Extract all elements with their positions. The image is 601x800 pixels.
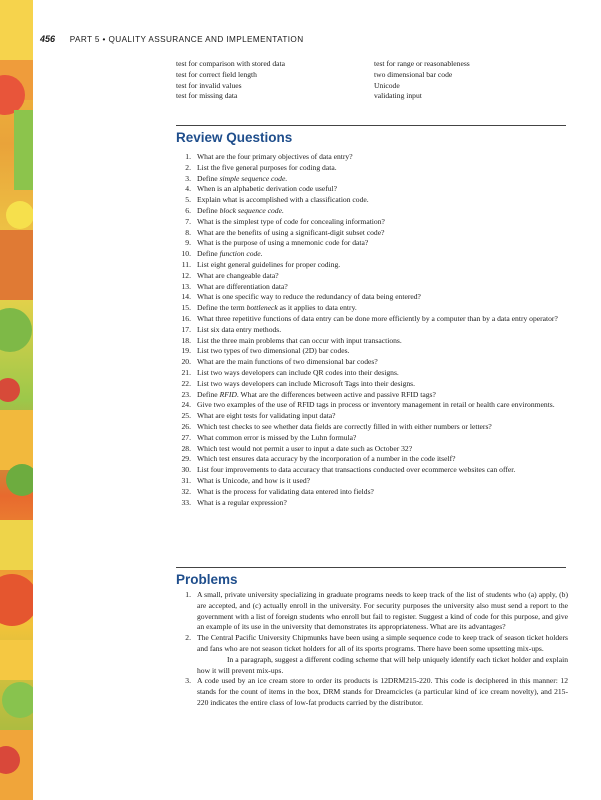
review-question — [176, 368, 566, 379]
question-text: What is the purpose of using a mnemonic code for data? — [197, 238, 369, 248]
key-term: test for correct field length — [176, 69, 257, 79]
question-number: 18. — [181, 335, 191, 345]
question-number: 12. — [181, 270, 191, 280]
question-number: 14. — [181, 292, 191, 302]
question-text: Define the term — [197, 303, 247, 313]
question-number: 27. — [181, 432, 191, 442]
problem-item — [176, 633, 568, 676]
review-question — [176, 217, 566, 228]
question-number: 6. — [185, 205, 191, 215]
question-text-tail: . What are the differences between active and passive RFID tags? — [236, 389, 436, 399]
problem-text-paragraph: In a paragraph, suggest a different coding scheme that will help uniquely identify each ticket holder and explain how it will prevent mix-ups. — [197, 654, 568, 675]
question-text: What is the process for validating data entered into fields? — [197, 486, 374, 496]
review-question — [176, 271, 566, 282]
key-term: test for comparison with stored data — [176, 59, 286, 68]
question-text: What is Unicode, and how is it used? — [197, 475, 311, 485]
question-text: List two types of two dimensional (2D) bar codes. — [197, 346, 350, 356]
problem-number: 1. — [185, 590, 191, 599]
review-question — [176, 400, 566, 411]
review-question — [176, 346, 566, 357]
question-number: 2. — [185, 162, 191, 172]
review-question — [176, 228, 566, 239]
question-text: List two ways developers can include Microsoft Tags into their designs. — [197, 378, 416, 388]
question-text: What are changeable data? — [197, 270, 279, 280]
sidebar-art — [0, 0, 33, 800]
problem-item — [176, 676, 568, 708]
review-question — [176, 303, 566, 314]
question-number: 31. — [181, 475, 191, 485]
question-text: Define — [197, 249, 220, 259]
question-text: What are the main functions of two dimensional bar codes? — [197, 357, 378, 367]
question-text: When is an alphabetic derivation code useful? — [197, 184, 338, 194]
review-question — [176, 379, 566, 390]
review-questions-list — [176, 152, 566, 508]
question-text: List the three main problems that can occur with input transactions. — [197, 335, 402, 345]
section-divider — [176, 567, 566, 568]
review-question — [176, 465, 566, 476]
review-question — [176, 152, 566, 163]
review-question — [176, 498, 566, 509]
key-term: test for invalid values — [176, 80, 242, 90]
question-text: What are the benefits of using a significant-digit subset code? — [197, 227, 385, 237]
review-question — [176, 314, 566, 325]
question-term: simple sequence code. — [219, 173, 288, 183]
key-term: two dimensional bar code — [374, 69, 453, 79]
question-term: function code. — [219, 249, 263, 259]
review-question — [176, 260, 566, 271]
question-number: 5. — [185, 195, 191, 205]
question-number: 29. — [181, 454, 191, 464]
question-number: 3. — [185, 173, 191, 183]
question-number: 13. — [181, 281, 191, 291]
question-text: List the five general purposes for coding data. — [197, 162, 337, 172]
question-number: 9. — [185, 238, 191, 248]
question-text: What is a regular expression? — [197, 497, 287, 507]
review-question — [176, 411, 566, 422]
review-question — [176, 390, 566, 401]
key-terms-list — [176, 59, 566, 102]
review-question — [176, 249, 566, 260]
section-divider — [176, 125, 566, 126]
question-text: List eight general guidelines for proper coding. — [197, 259, 341, 269]
question-number: 8. — [185, 227, 191, 237]
question-text: Define — [197, 205, 220, 215]
question-number: 19. — [181, 346, 191, 356]
question-term: RFID — [219, 389, 237, 399]
review-question — [176, 206, 566, 217]
review-question — [176, 422, 566, 433]
question-text: What three repetitive functions of data entry can be done more efficiently by a computer than by a data entry operator? — [197, 313, 558, 323]
problem-text: The Central Pacific University Chipmunks have been using a simple sequence code to keep track of season ticket holders and fans who are not season ticket holders for all of its sports programs. There have been some upsetting mix-ups. — [197, 633, 568, 653]
page-number: 456 — [40, 34, 56, 44]
question-number: 11. — [181, 259, 191, 269]
question-number: 24. — [181, 400, 191, 410]
question-text: Which test ensures data accuracy by the incorporation of a number in the code itself? — [197, 454, 456, 464]
question-number: 33. — [181, 497, 191, 507]
review-question — [176, 433, 566, 444]
question-text: List two ways developers can include QR codes into their designs. — [197, 367, 399, 377]
problem-item — [176, 590, 568, 633]
problem-text: A code used by an ice cream store to order its products is 12DRM215-220. This code is deciphered in this manner: 12 stands for the count of items in the box, DRM stands for Dreamcicles (a particular kind of ice cream novelty), and 215-220 indicates the entire class of low-fat products carried by the distributor. — [197, 676, 568, 707]
key-term: test for missing data — [176, 91, 238, 101]
key-term: validating input — [374, 91, 422, 101]
review-question — [176, 184, 566, 195]
question-term: bottleneck — [246, 303, 278, 313]
question-number: 4. — [185, 184, 191, 194]
problem-number: 2. — [185, 633, 191, 643]
problems-list — [176, 590, 568, 709]
question-number: 32. — [181, 486, 191, 496]
question-text: What common error is missed by the Luhn formula? — [197, 432, 357, 442]
question-number: 7. — [185, 216, 191, 226]
question-text: Explain what is accomplished with a classification code. — [197, 195, 369, 205]
question-number: 20. — [181, 357, 191, 367]
key-term: test for range or reasonableness — [374, 59, 470, 68]
question-text-tail: as it applies to data entry. — [277, 303, 357, 313]
question-number: 10. — [181, 249, 191, 259]
question-number: 26. — [181, 421, 191, 431]
review-question — [176, 195, 566, 206]
question-text: Which test checks to see whether data fields are correctly filled in with either numbers or letters? — [197, 421, 492, 431]
question-number: 15. — [181, 303, 191, 313]
problems-heading: Problems — [176, 572, 238, 587]
question-text: List six data entry methods. — [197, 324, 282, 334]
question-number: 1. — [185, 152, 191, 161]
review-question — [176, 238, 566, 249]
question-text: List four improvements to data accuracy that transactions conducted over ecommerce websites can offer. — [197, 465, 516, 475]
review-question — [176, 336, 566, 347]
decorative-sidebar — [0, 0, 33, 800]
question-number: 23. — [181, 389, 191, 399]
review-question — [176, 444, 566, 455]
question-number: 30. — [181, 465, 191, 475]
question-text: Define — [197, 389, 220, 399]
question-number: 25. — [181, 411, 191, 421]
running-head: PART 5 • QUALITY ASSURANCE AND IMPLEMENTATION — [69, 35, 304, 44]
problem-number: 3. — [185, 676, 191, 686]
running-header — [40, 34, 304, 44]
review-question — [176, 454, 566, 465]
review-question — [176, 357, 566, 368]
review-question — [176, 163, 566, 174]
question-number: 16. — [181, 313, 191, 323]
question-number: 28. — [181, 443, 191, 453]
question-text: What is one specific way to reduce the redundancy of data being entered? — [197, 292, 421, 302]
question-text: Which test would not permit a user to input a date such as October 32? — [197, 443, 413, 453]
question-number: 17. — [181, 324, 191, 334]
question-text: What is the simplest type of code for concealing information? — [197, 216, 385, 226]
review-question — [176, 476, 566, 487]
review-question — [176, 282, 566, 293]
question-number: 21. — [181, 367, 191, 377]
review-question — [176, 325, 566, 336]
review-question — [176, 292, 566, 303]
review-question — [176, 487, 566, 498]
question-text: Define — [197, 173, 220, 183]
review-question — [176, 174, 566, 185]
question-text: What are eight tests for validating input data? — [197, 411, 336, 421]
question-number: 22. — [181, 378, 191, 388]
question-text: Give two examples of the use of RFID tags in process or inventory management in retail or health care environments. — [197, 400, 555, 410]
question-term: block sequence code. — [219, 205, 284, 215]
question-text: What are the four primary objectives of data entry? — [197, 152, 353, 161]
review-questions-heading: Review Questions — [176, 130, 293, 145]
key-term: Unicode — [374, 80, 400, 90]
question-text: What are differentiation data? — [197, 281, 288, 291]
problem-text: A small, private university specializing in graduate programs needs to keep track of the list of students who (a) apply, (b) are accepted, and (c) actually enroll in the university. For security purposes the university also must send a report to the government with a list of foreign students who enroll but fail to register. Suggest a kind of code for this purpose, and give an example of its use in the university that demonstrates its appropriateness. What are its advantages? — [197, 590, 568, 632]
